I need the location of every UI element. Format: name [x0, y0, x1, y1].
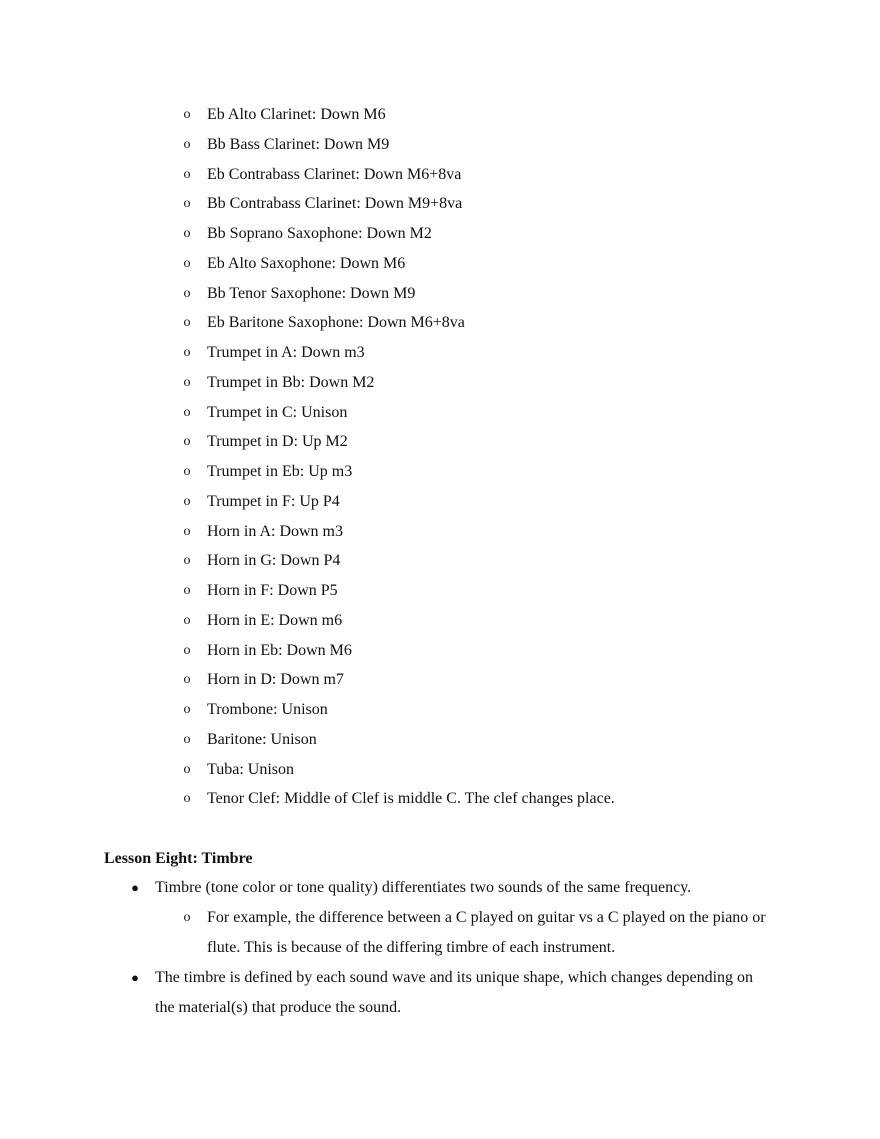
list-item-text: Horn in F: Down P5	[207, 582, 338, 599]
sub-bullet-marker: o	[183, 196, 191, 212]
list-item-text: Bb Contrabass Clarinet: Down M9+8va	[207, 195, 463, 213]
timbre-example-text: For example, the difference between a C played on guitar vs a C played on the piano or flute. This is because of the differing timbre of each instrument.	[207, 909, 766, 956]
list-item-text: Bb Soprano Saxophone: Down M2	[207, 225, 432, 242]
list-item-text: Trumpet in Eb: Up m3	[207, 463, 353, 480]
bullet-marker: ●	[131, 880, 139, 895]
list-item-text: Baritone: Unison	[207, 730, 317, 748]
list-item-text: Tuba: Unison	[207, 760, 294, 778]
list-item-text: Horn in D: Down m7	[207, 671, 344, 689]
list-item-text: Trombone: Unison	[207, 701, 328, 718]
sub-bullet-marker: o	[183, 255, 191, 271]
list-item-text: Trumpet in F: Up P4	[207, 492, 340, 510]
list-item-text: Eb Alto Clarinet: Down M6	[207, 106, 386, 123]
sub-bullet-marker: o	[183, 226, 191, 241]
sub-bullet-marker: o	[183, 107, 191, 122]
sub-bullet-marker: o	[183, 553, 191, 569]
sub-bullet-marker: o	[183, 672, 191, 688]
sub-bullet-marker: o	[183, 315, 191, 331]
sub-bullet-marker: o	[183, 345, 191, 360]
timbre-sound-wave-text: The timbre is defined by each sound wave and its unique shape, which changes depending on the material(s) that produce the sound.	[155, 969, 754, 1016]
sub-bullet-marker: o	[183, 404, 191, 420]
sub-bullet-marker: o	[183, 464, 191, 479]
sub-bullet-marker: o	[183, 493, 191, 509]
list-item-text: Bb Tenor Saxophone: Down M9	[207, 284, 416, 302]
sub-bullet-marker: o	[183, 910, 191, 925]
bullet-marker: ●	[131, 970, 139, 985]
list-item-text: Eb Contrabass Clarinet: Down M6+8va	[207, 165, 462, 183]
sub-bullet-marker: o	[183, 612, 191, 628]
list-item-text: Trumpet in Bb: Down M2	[207, 373, 375, 391]
sub-bullet-marker: o	[183, 761, 191, 777]
list-item-text: Trumpet in A: Down m3	[207, 344, 365, 361]
list-item-text: Eb Baritone Saxophone: Down M6+8va	[207, 314, 465, 332]
sub-bullet-marker: o	[183, 642, 191, 658]
sub-bullet-marker: o	[183, 374, 191, 390]
sub-bullet-marker: o	[183, 285, 191, 301]
list-item-text: Trumpet in C: Unison	[207, 403, 348, 421]
sub-bullet-marker: o	[183, 791, 191, 807]
sub-bullet-marker: o	[183, 523, 191, 539]
timbre-definition-text: Timbre (tone color or tone quality) differentiates two sounds of the same frequency.	[155, 879, 692, 896]
list-item-text: Tenor Clef: Middle of Clef is middle C. The clef changes place.	[207, 790, 615, 808]
list-item-text: Horn in Eb: Down M6	[207, 641, 352, 659]
sub-bullet-marker: o	[183, 166, 191, 182]
sub-bullet-marker: o	[183, 583, 191, 598]
sub-bullet-marker: o	[183, 136, 191, 152]
sub-bullet-marker: o	[183, 702, 191, 717]
list-item-text: Eb Alto Saxophone: Down M6	[207, 254, 406, 272]
list-item-text: Trumpet in D: Up M2	[207, 433, 348, 451]
sub-bullet-marker: o	[183, 731, 191, 747]
section-heading: Lesson Eight: Timbre	[104, 850, 253, 867]
list-item-text: Horn in A: Down m3	[207, 522, 343, 540]
sub-bullet-marker: o	[183, 434, 191, 450]
list-item-text: Horn in G: Down P4	[207, 552, 341, 570]
list-item-text: Horn in E: Down m6	[207, 611, 343, 629]
list-item-text: Bb Bass Clarinet: Down M9	[207, 135, 390, 153]
